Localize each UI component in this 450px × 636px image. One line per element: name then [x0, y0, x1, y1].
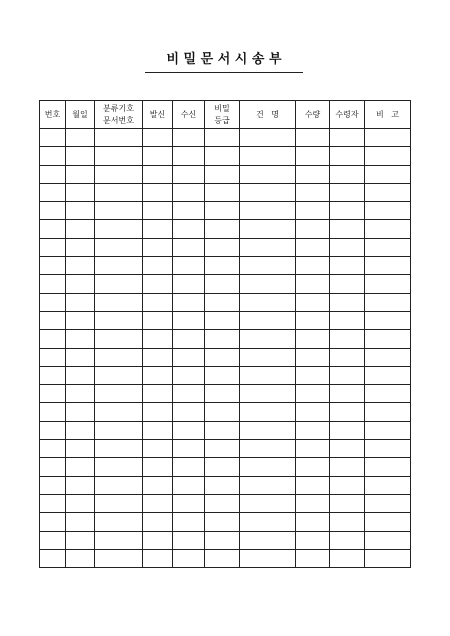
table-cell-subject [240, 494, 296, 512]
table-cell-quantity [296, 531, 330, 549]
table-cell-month-day [66, 183, 95, 201]
table-cell-quantity [296, 257, 330, 275]
table-cell-subject [240, 476, 296, 494]
table-cell-sender [143, 202, 173, 220]
table-cell-recipient [330, 421, 365, 439]
table-cell-remarks [365, 513, 411, 531]
table-cell-number [40, 476, 66, 494]
table-cell-classification-doc-number [95, 257, 143, 275]
table-row [40, 147, 411, 165]
table-cell-recipient [330, 183, 365, 201]
table-cell-receiver [173, 238, 205, 256]
table-cell-classification-doc-number [95, 348, 143, 366]
table-cell-number [40, 385, 66, 403]
table-cell-classification-doc-number [95, 220, 143, 238]
table-cell-month-day [66, 385, 95, 403]
table-cell-sender [143, 494, 173, 512]
table-cell-secret-grade [205, 385, 240, 403]
table-cell-remarks [365, 366, 411, 384]
table-cell-month-day [66, 238, 95, 256]
table-cell-classification-doc-number [95, 311, 143, 329]
table-cell-number [40, 257, 66, 275]
table-cell-subject [240, 202, 296, 220]
table-row [40, 421, 411, 439]
table-cell-number [40, 494, 66, 512]
table-cell-sender [143, 293, 173, 311]
header-recipient [330, 101, 365, 129]
table-row [40, 458, 411, 476]
header-classification-label: 분류기호 [103, 103, 134, 113]
table-cell-subject [240, 220, 296, 238]
table-cell-subject [240, 403, 296, 421]
table-cell-recipient [330, 165, 365, 183]
table-cell-subject [240, 458, 296, 476]
header-receiver [173, 101, 205, 129]
table-cell-sender [143, 220, 173, 238]
header-number [40, 101, 66, 129]
table-row [40, 129, 411, 147]
table-cell-month-day [66, 531, 95, 549]
table-cell-classification-doc-number [95, 293, 143, 311]
table-cell-subject [240, 275, 296, 293]
table-cell-remarks [365, 458, 411, 476]
table-cell-remarks [365, 494, 411, 512]
table-cell-receiver [173, 458, 205, 476]
table-cell-number [40, 458, 66, 476]
table-cell-remarks [365, 531, 411, 549]
table-cell-month-day [66, 257, 95, 275]
table-cell-receiver [173, 165, 205, 183]
table-cell-sender [143, 147, 173, 165]
header-month-day-label: 월일 [72, 109, 88, 119]
table-cell-subject [240, 440, 296, 458]
table-cell-number [40, 421, 66, 439]
table-cell-recipient [330, 458, 365, 476]
table-cell-secret-grade [205, 494, 240, 512]
table-cell-quantity [296, 421, 330, 439]
header-recipient-label: 수령자 [335, 109, 359, 119]
table-cell-recipient [330, 257, 365, 275]
table-cell-quantity [296, 183, 330, 201]
table-cell-quantity [296, 366, 330, 384]
table-cell-month-day [66, 348, 95, 366]
table-row [40, 202, 411, 220]
table-cell-remarks [365, 238, 411, 256]
table-row [40, 440, 411, 458]
table-row [40, 238, 411, 256]
table-row [40, 385, 411, 403]
table-cell-recipient [330, 311, 365, 329]
table-cell-sender [143, 311, 173, 329]
table-cell-remarks [365, 202, 411, 220]
table-cell-subject [240, 385, 296, 403]
table-row [40, 494, 411, 512]
header-sender-label: 발신 [149, 109, 166, 119]
table-cell-secret-grade [205, 549, 240, 567]
table-row [40, 275, 411, 293]
header-subject [240, 101, 296, 129]
table-cell-classification-doc-number [95, 549, 143, 567]
table-cell-secret-grade [205, 403, 240, 421]
table-row [40, 403, 411, 421]
table-cell-remarks [365, 165, 411, 183]
header-remarks-label: 비 고 [375, 109, 400, 119]
table-cell-number [40, 348, 66, 366]
table-row [40, 330, 411, 348]
table-cell-quantity [296, 293, 330, 311]
table-cell-sender [143, 531, 173, 549]
table-cell-subject [240, 238, 296, 256]
table-cell-receiver [173, 257, 205, 275]
table-row [40, 476, 411, 494]
table-cell-classification-doc-number [95, 385, 143, 403]
table-cell-recipient [330, 330, 365, 348]
table-cell-subject [240, 531, 296, 549]
table-cell-number [40, 531, 66, 549]
table-cell-number [40, 440, 66, 458]
table-cell-sender [143, 476, 173, 494]
table-cell-sender [143, 421, 173, 439]
table-cell-month-day [66, 275, 95, 293]
table-cell-secret-grade [205, 458, 240, 476]
table-cell-month-day [66, 147, 95, 165]
table-cell-month-day [66, 165, 95, 183]
table-cell-secret-grade [205, 531, 240, 549]
table-cell-subject [240, 549, 296, 567]
table-cell-receiver [173, 385, 205, 403]
table-cell-remarks [365, 549, 411, 567]
table-cell-receiver [173, 494, 205, 512]
table-cell-quantity [296, 220, 330, 238]
table-cell-quantity [296, 147, 330, 165]
table-cell-subject [240, 147, 296, 165]
table-cell-quantity [296, 403, 330, 421]
table-cell-remarks [365, 330, 411, 348]
header-month-day [66, 101, 95, 129]
table-cell-secret-grade [205, 513, 240, 531]
table-cell-recipient [330, 403, 365, 421]
table-cell-recipient [330, 476, 365, 494]
table-cell-receiver [173, 311, 205, 329]
table-cell-classification-doc-number [95, 531, 143, 549]
table-cell-quantity [296, 238, 330, 256]
table-cell-number [40, 238, 66, 256]
table-cell-quantity [296, 348, 330, 366]
table-cell-classification-doc-number [95, 147, 143, 165]
table-cell-month-day [66, 494, 95, 512]
header-remarks [365, 101, 411, 129]
table-cell-receiver [173, 202, 205, 220]
table-cell-receiver [173, 403, 205, 421]
table-row [40, 549, 411, 567]
secret-document-register-table [39, 100, 411, 568]
table-cell-subject [240, 257, 296, 275]
table-cell-classification-doc-number [95, 476, 143, 494]
table-cell-subject [240, 129, 296, 147]
table-cell-recipient [330, 129, 365, 147]
table-cell-secret-grade [205, 202, 240, 220]
table-cell-receiver [173, 183, 205, 201]
table-row [40, 311, 411, 329]
table-cell-receiver [173, 531, 205, 549]
table-cell-month-day [66, 549, 95, 567]
table-cell-quantity [296, 275, 330, 293]
table-cell-recipient [330, 494, 365, 512]
table-cell-receiver [173, 440, 205, 458]
table-cell-subject [240, 330, 296, 348]
table-cell-classification-doc-number [95, 330, 143, 348]
table-cell-number [40, 513, 66, 531]
table-cell-secret-grade [205, 293, 240, 311]
table-row [40, 293, 411, 311]
table-cell-month-day [66, 421, 95, 439]
table-cell-remarks [365, 129, 411, 147]
table-cell-number [40, 366, 66, 384]
header-classification-doc-number [95, 101, 143, 129]
table-cell-receiver [173, 476, 205, 494]
table-cell-remarks [365, 348, 411, 366]
table-cell-month-day [66, 513, 95, 531]
table-cell-recipient [330, 440, 365, 458]
table-cell-remarks [365, 440, 411, 458]
table-cell-quantity [296, 202, 330, 220]
header-number-label: 번호 [44, 109, 61, 119]
table-cell-recipient [330, 531, 365, 549]
table-body [40, 129, 411, 568]
table-cell-classification-doc-number [95, 165, 143, 183]
table-cell-receiver [173, 275, 205, 293]
table-cell-recipient [330, 202, 365, 220]
table-cell-secret-grade [205, 165, 240, 183]
header-doc-number-label: 문서번호 [103, 115, 134, 125]
table-cell-secret-grade [205, 330, 240, 348]
table-cell-remarks [365, 275, 411, 293]
table-row [40, 348, 411, 366]
table-cell-sender [143, 440, 173, 458]
table-cell-subject [240, 513, 296, 531]
table-cell-remarks [365, 257, 411, 275]
table-cell-quantity [296, 165, 330, 183]
table-cell-classification-doc-number [95, 129, 143, 147]
header-secret-label: 비밀 [214, 103, 230, 113]
table-cell-recipient [330, 275, 365, 293]
table-cell-quantity [296, 129, 330, 147]
table-cell-quantity [296, 458, 330, 476]
table-cell-number [40, 220, 66, 238]
table-cell-recipient [330, 385, 365, 403]
table-row [40, 220, 411, 238]
table-cell-month-day [66, 440, 95, 458]
header-secret-grade [205, 101, 240, 129]
table-cell-sender [143, 129, 173, 147]
table-cell-secret-grade [205, 440, 240, 458]
table-cell-secret-grade [205, 183, 240, 201]
table-cell-subject [240, 183, 296, 201]
table-cell-month-day [66, 458, 95, 476]
table-cell-remarks [365, 311, 411, 329]
table-cell-secret-grade [205, 366, 240, 384]
table-cell-number [40, 183, 66, 201]
table-cell-sender [143, 257, 173, 275]
table-cell-classification-doc-number [95, 494, 143, 512]
table-cell-number [40, 403, 66, 421]
table-cell-classification-doc-number [95, 513, 143, 531]
table-cell-subject [240, 421, 296, 439]
table-cell-month-day [66, 202, 95, 220]
table-cell-sender [143, 385, 173, 403]
table-cell-subject [240, 348, 296, 366]
table-cell-recipient [330, 549, 365, 567]
table-cell-sender [143, 238, 173, 256]
table-cell-sender [143, 513, 173, 531]
header-sender [143, 101, 173, 129]
table-cell-subject [240, 366, 296, 384]
header-row [40, 101, 411, 129]
table-cell-receiver [173, 421, 205, 439]
table-cell-sender [143, 403, 173, 421]
table-cell-month-day [66, 476, 95, 494]
table-cell-classification-doc-number [95, 183, 143, 201]
table-cell-number [40, 202, 66, 220]
table-cell-quantity [296, 311, 330, 329]
table-cell-sender [143, 275, 173, 293]
header-quantity-label: 수량 [304, 109, 321, 119]
table-cell-receiver [173, 147, 205, 165]
table-cell-month-day [66, 330, 95, 348]
header-receiver-label: 수신 [180, 109, 197, 119]
table-cell-secret-grade [205, 275, 240, 293]
table-cell-month-day [66, 293, 95, 311]
table-cell-receiver [173, 366, 205, 384]
table-cell-number [40, 129, 66, 147]
table-cell-quantity [296, 330, 330, 348]
table-cell-recipient [330, 513, 365, 531]
table-cell-quantity [296, 494, 330, 512]
table-cell-number [40, 275, 66, 293]
table-cell-number [40, 147, 66, 165]
table-cell-secret-grade [205, 421, 240, 439]
table-cell-subject [240, 165, 296, 183]
table-row [40, 183, 411, 201]
header-grade-label: 등급 [214, 115, 230, 125]
table-cell-receiver [173, 293, 205, 311]
table-row [40, 257, 411, 275]
table-cell-month-day [66, 403, 95, 421]
table-cell-sender [143, 458, 173, 476]
table-cell-remarks [365, 385, 411, 403]
table-cell-secret-grade [205, 129, 240, 147]
table-cell-receiver [173, 330, 205, 348]
table-cell-month-day [66, 129, 95, 147]
table-cell-receiver [173, 549, 205, 567]
table-cell-recipient [330, 147, 365, 165]
table-cell-recipient [330, 348, 365, 366]
table-cell-quantity [296, 440, 330, 458]
table-cell-recipient [330, 220, 365, 238]
page-title: 비 밀 문 서 시 송 부 [145, 48, 303, 73]
table-cell-number [40, 311, 66, 329]
table-cell-classification-doc-number [95, 366, 143, 384]
table-cell-number [40, 293, 66, 311]
table-cell-sender [143, 366, 173, 384]
table-cell-secret-grade [205, 147, 240, 165]
table-cell-receiver [173, 129, 205, 147]
table-cell-secret-grade [205, 220, 240, 238]
header-quantity [296, 101, 330, 129]
table-cell-secret-grade [205, 311, 240, 329]
table-cell-remarks [365, 421, 411, 439]
table-row [40, 531, 411, 549]
table-cell-recipient [330, 238, 365, 256]
table-cell-remarks [365, 403, 411, 421]
table-cell-sender [143, 183, 173, 201]
header-subject-label: 건 명 [255, 109, 280, 119]
table-cell-quantity [296, 385, 330, 403]
table-cell-sender [143, 549, 173, 567]
table-cell-secret-grade [205, 238, 240, 256]
table-cell-classification-doc-number [95, 403, 143, 421]
table-cell-remarks [365, 476, 411, 494]
table-cell-secret-grade [205, 257, 240, 275]
table-cell-number [40, 330, 66, 348]
table-cell-sender [143, 348, 173, 366]
table-cell-quantity [296, 513, 330, 531]
table-cell-receiver [173, 348, 205, 366]
table-cell-secret-grade [205, 476, 240, 494]
table-cell-classification-doc-number [95, 458, 143, 476]
table-cell-subject [240, 293, 296, 311]
table-row [40, 366, 411, 384]
table-cell-quantity [296, 476, 330, 494]
table-cell-month-day [66, 220, 95, 238]
table-cell-month-day [66, 366, 95, 384]
table-cell-sender [143, 165, 173, 183]
table-cell-classification-doc-number [95, 238, 143, 256]
table-cell-remarks [365, 220, 411, 238]
table-cell-receiver [173, 220, 205, 238]
table-cell-recipient [330, 293, 365, 311]
table-cell-number [40, 165, 66, 183]
table-cell-classification-doc-number [95, 440, 143, 458]
table-cell-classification-doc-number [95, 202, 143, 220]
table-cell-subject [240, 311, 296, 329]
table-cell-recipient [330, 366, 365, 384]
table-cell-quantity [296, 549, 330, 567]
table-cell-sender [143, 330, 173, 348]
table-cell-remarks [365, 147, 411, 165]
table-cell-classification-doc-number [95, 421, 143, 439]
table-row [40, 165, 411, 183]
table-cell-number [40, 549, 66, 567]
table-row [40, 513, 411, 531]
table-cell-month-day [66, 311, 95, 329]
table-cell-remarks [365, 293, 411, 311]
table-cell-secret-grade [205, 348, 240, 366]
table-cell-classification-doc-number [95, 275, 143, 293]
table-cell-receiver [173, 513, 205, 531]
table-cell-remarks [365, 183, 411, 201]
